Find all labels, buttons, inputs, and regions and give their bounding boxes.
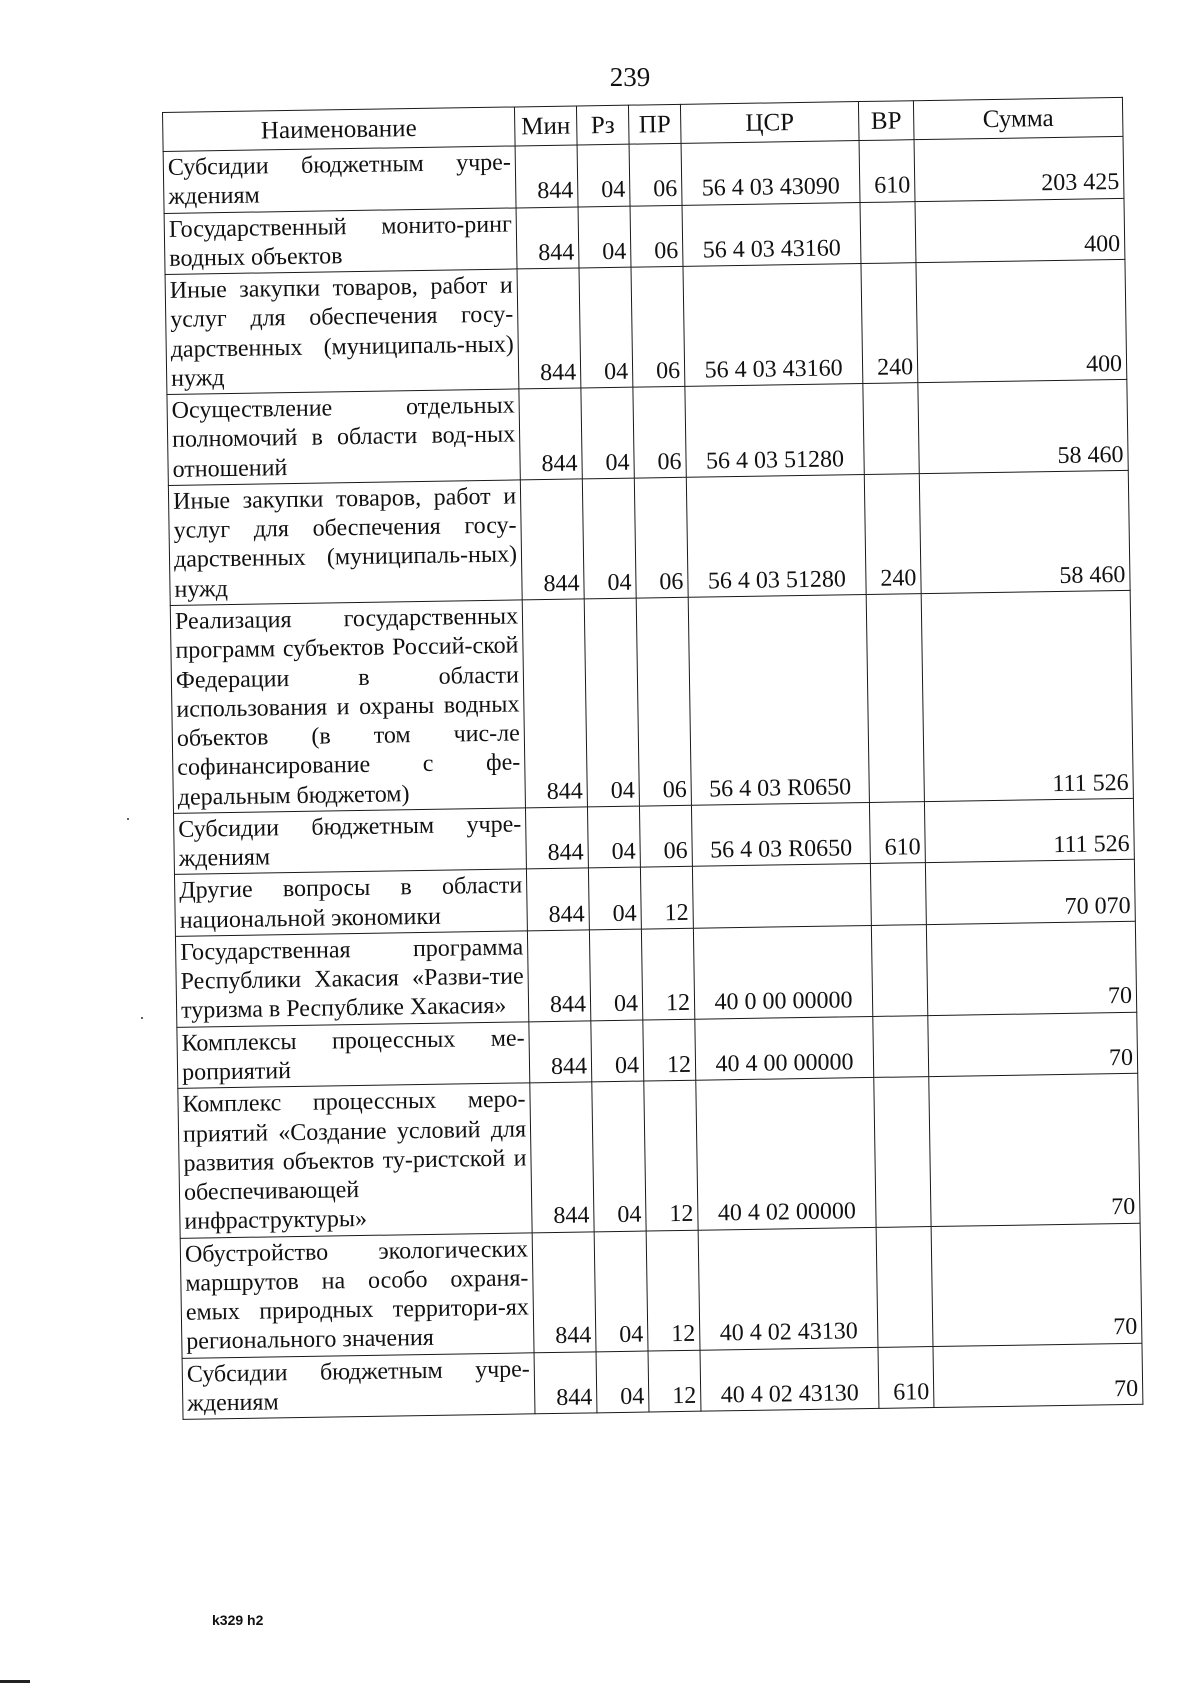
- row-name: Комплекс процессных меро-приятий «Создание условий для развития объектов ту-ристской и обеспечивающей инфраструктуры»: [178, 1083, 532, 1238]
- row-vr: [871, 925, 927, 1017]
- row-rz: 04: [581, 387, 634, 479]
- row-min: 844: [527, 930, 590, 1022]
- page-number: 239: [609, 62, 651, 92]
- row-csr: 56 4 03 R0650: [688, 594, 869, 805]
- row-vr: [870, 863, 926, 925]
- row-sum: 58 460: [918, 380, 1128, 474]
- row-pr: 12: [646, 1230, 700, 1351]
- row-rz: 04: [582, 478, 636, 599]
- row-min: 844: [516, 207, 579, 269]
- row-name: Другие вопросы в области национальной экономики: [174, 869, 527, 936]
- row-sum: 400: [916, 259, 1127, 382]
- row-csr: 56 4 03 51280: [686, 474, 866, 597]
- row-csr: 40 0 00 00000: [693, 925, 872, 1019]
- row-csr: 40 4 02 00000: [696, 1078, 876, 1230]
- scan-speck: [141, 1017, 143, 1019]
- budget-sheet: [162, 97, 1143, 1420]
- row-rz: 04: [592, 1081, 646, 1231]
- row-name: Реализация государственных программ субъектов Россий-ской Федерации в области использования и охраны водных объектов (в том чис-ле софинансирование с фе-деральным бюджетом): [170, 600, 525, 813]
- table-row: [178, 1074, 1140, 1238]
- row-min: 844: [529, 1021, 592, 1083]
- column-header-rz: Рз: [576, 105, 629, 145]
- table-row: [167, 380, 1128, 486]
- column-header-min: Мин: [514, 106, 577, 146]
- row-csr: 56 4 03 51280: [685, 384, 864, 478]
- row-rz: 04: [594, 1231, 648, 1352]
- row-name: Обустройство экологических маршрутов на особо охраня-емых природных территори-ях регионального значения: [180, 1232, 534, 1358]
- row-sum: 58 460: [919, 470, 1130, 593]
- footer-code: k329 h2: [212, 1612, 264, 1628]
- row-min: 844: [517, 268, 581, 389]
- column-header-name: Наименование: [163, 107, 516, 152]
- row-vr: 610: [859, 140, 915, 202]
- row-sum: 70 070: [925, 860, 1135, 925]
- table-row: [170, 590, 1133, 813]
- row-min: 844: [520, 479, 584, 600]
- row-pr: 12: [641, 928, 694, 1020]
- row-min: 844: [530, 1082, 594, 1232]
- row-sum: 70: [926, 921, 1136, 1015]
- row-min: 844: [525, 807, 588, 869]
- row-rz: 04: [591, 1020, 644, 1082]
- row-vr: 240: [864, 474, 921, 595]
- row-name: Государственный монито-ринг водных объектов: [164, 207, 517, 274]
- row-sum: 203 425: [914, 136, 1124, 201]
- row-sum: 70: [931, 1223, 1142, 1346]
- row-sum: 70: [933, 1343, 1143, 1408]
- row-csr: 56 4 03 43160: [683, 264, 863, 387]
- row-vr: 610: [869, 801, 925, 863]
- row-min: 844: [526, 868, 589, 930]
- row-name: Государственная программа Республики Хакасия «Разви-тие туризма в Республике Хакасия»: [175, 931, 528, 1027]
- row-pr: 12: [644, 1080, 698, 1230]
- row-csr: 40 4 02 43130: [698, 1227, 878, 1350]
- row-pr: 06: [631, 266, 685, 387]
- row-vr: [866, 594, 924, 803]
- row-vr: [863, 383, 919, 475]
- row-name: Субсидии бюджетным учре-ждениям: [163, 146, 516, 213]
- row-csr: 56 4 03 43160: [682, 202, 861, 266]
- row-pr: 06: [630, 205, 683, 267]
- row-rz: 04: [584, 598, 639, 807]
- row-csr: 40 4 00 00000: [695, 1016, 874, 1080]
- row-rz: 04: [577, 144, 630, 206]
- row-name: Иные закупки товаров, работ и услуг для обеспечения госу-дарственных (муниципаль-ных) нужд: [168, 480, 522, 606]
- row-min: 844: [519, 388, 582, 480]
- row-sum: 111 526: [921, 590, 1133, 801]
- row-rz: 04: [578, 206, 631, 268]
- row-vr: 240: [861, 263, 918, 384]
- row-rz: 04: [589, 929, 642, 1021]
- row-pr: 12: [640, 867, 693, 929]
- column-header-sum: Сумма: [913, 97, 1123, 139]
- row-csr: 56 4 03 43090: [681, 141, 860, 205]
- row-min: 844: [532, 1231, 596, 1352]
- row-pr: 12: [648, 1350, 701, 1412]
- row-sum: 70: [929, 1074, 1140, 1227]
- column-header-pr: ПР: [628, 104, 681, 144]
- row-min: 844: [522, 599, 587, 808]
- row-csr: [692, 864, 871, 928]
- row-name: Комплексы процессных ме-роприятий: [177, 1022, 530, 1089]
- row-pr: 06: [633, 386, 686, 478]
- row-sum: 70: [928, 1012, 1138, 1077]
- row-rz: 04: [596, 1351, 649, 1413]
- row-rz: 04: [579, 267, 633, 388]
- table-row: [168, 470, 1130, 605]
- scan-edge-mark: [0, 1680, 30, 1683]
- table-row: [175, 921, 1136, 1027]
- row-name: Осуществление отдельных полномочий в области вод-ных отношений: [167, 389, 520, 485]
- scan-speck: [127, 818, 129, 820]
- row-pr: 06: [636, 597, 691, 806]
- row-sum: 400: [915, 198, 1125, 263]
- row-vr: [873, 1015, 929, 1077]
- row-name: Иные закупки товаров, работ и услуг для обеспечения госу-дарственных (муниципаль-ных) нужд: [165, 269, 519, 395]
- row-rz: 04: [588, 867, 641, 929]
- row-vr: [874, 1077, 931, 1227]
- column-header-vr: ВР: [858, 101, 914, 141]
- row-vr: [876, 1226, 933, 1347]
- table-row: [180, 1223, 1142, 1358]
- row-min: 844: [515, 145, 578, 207]
- row-pr: 12: [643, 1019, 696, 1081]
- row-pr: 06: [639, 805, 692, 867]
- row-min: 844: [534, 1351, 597, 1413]
- row-vr: 610: [878, 1346, 934, 1408]
- table-row: [165, 259, 1127, 394]
- row-csr: 40 4 02 43130: [700, 1347, 879, 1411]
- row-name: Субсидии бюджетным учре-ждениям: [174, 808, 527, 875]
- budget-table: [162, 97, 1143, 1420]
- row-pr: 06: [634, 477, 688, 598]
- row-csr: 56 4 03 R0650: [691, 802, 870, 866]
- row-pr: 06: [629, 143, 682, 205]
- row-sum: 111 526: [924, 798, 1134, 863]
- row-name: Субсидии бюджетным учре-ждениям: [182, 1352, 535, 1419]
- row-vr: [860, 201, 916, 263]
- table-body: [163, 136, 1143, 1419]
- row-rz: 04: [587, 806, 640, 868]
- column-header-csr: ЦСР: [680, 102, 859, 144]
